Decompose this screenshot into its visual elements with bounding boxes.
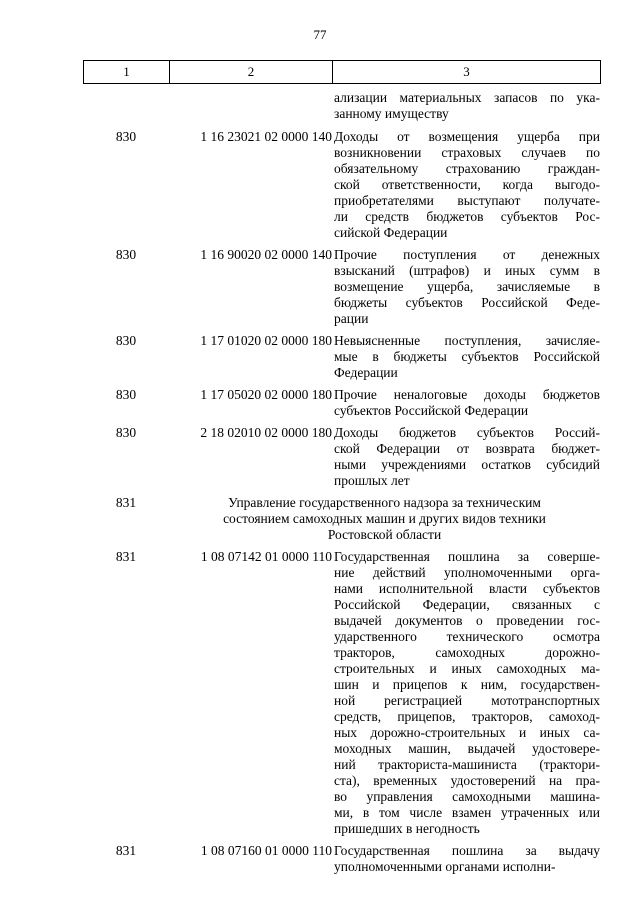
admin-code: 831 <box>115 843 137 858</box>
description-line: шин и прицепов к ним, государствен- <box>334 677 600 692</box>
description-line: уполномоченными органами исполни- <box>334 859 556 874</box>
description-line: ста), временных удостоверений на пра- <box>334 773 600 788</box>
description-line: Невыясненные поступления, зачисляе- <box>334 333 600 348</box>
income-description <box>334 333 600 381</box>
budget-classification-code: 1 16 90020 02 0000 140 <box>200 247 332 262</box>
description-line: рации <box>334 311 369 326</box>
description-line: взысканий (штрафов) и иных сумм в <box>334 263 600 278</box>
description-line: строительных и иных самоходных ма- <box>334 661 600 676</box>
description-line: ской Федерации от возврата бюджет- <box>334 441 600 456</box>
description-line: ными учреждениями остатков субсидий <box>334 457 600 472</box>
income-description <box>334 247 600 327</box>
budget-classification-code: 1 17 01020 02 0000 180 <box>200 333 332 348</box>
description-line: тракторов, самоходных дорожно- <box>334 645 600 660</box>
description-line: возмещение ущерба, зачисляемые в <box>334 279 600 294</box>
budget-classification-code: 2 18 02010 02 0000 180 <box>200 425 332 440</box>
description-line: возникновении страховых случаев по <box>334 145 600 160</box>
description-line: Прочие неналоговые доходы бюджетов <box>334 387 600 402</box>
table-row <box>83 843 600 875</box>
section-heading-line: состоянием самоходных машин и других видов техники <box>223 511 546 526</box>
admin-code: 831 <box>115 495 137 510</box>
description-line: ми, в том числе взамен утраченных или <box>334 805 600 820</box>
description-line: субъектов Российской Федерации <box>334 403 529 418</box>
description-line: прошлых лет <box>334 473 410 488</box>
description-line: Прочие поступления от денежных <box>334 247 600 262</box>
description-line: Доходы от возмещения ущерба при <box>334 129 600 144</box>
description-line: ли средств бюджетов субъектов Рос- <box>334 209 600 224</box>
description-line: занному имуществу <box>334 106 449 121</box>
description-line: моходных машин, выдачей удостовере- <box>334 741 600 756</box>
budget-classification-code: 1 08 07142 01 0000 110 <box>200 549 332 564</box>
description-line: нами исполнительной власти субъектов <box>334 581 600 596</box>
description-line: пришедших в негодность <box>334 821 480 836</box>
description-line: приобретателями выступают получате- <box>334 193 600 208</box>
description-line: Российской Федерации, связанных с <box>334 597 600 612</box>
description-line: Государственная пошлина за соверше- <box>334 549 600 564</box>
description-line: Государственная пошлина за выдачу <box>334 843 600 858</box>
income-description <box>334 387 600 419</box>
description-line: ской ответственности, когда выгодо- <box>334 177 600 192</box>
table-row <box>83 387 600 419</box>
table-row <box>83 333 600 381</box>
income-description <box>334 129 600 241</box>
income-description <box>334 843 600 875</box>
budget-classification-code: 1 17 05020 02 0000 180 <box>200 387 332 402</box>
table-row <box>83 549 600 837</box>
table-row <box>83 129 600 241</box>
budget-classification-code: 1 08 07160 01 0000 110 <box>200 843 332 858</box>
column-header-1: 1 <box>84 61 170 84</box>
admin-code: 830 <box>115 333 137 348</box>
description-line: выдачей документов о проведении гос- <box>334 613 600 628</box>
section-heading-row <box>83 495 600 543</box>
admin-code: 830 <box>115 247 137 262</box>
column-header-3: 3 <box>333 61 601 84</box>
description-line: ние действий уполномоченными орга- <box>334 565 600 580</box>
description-line: во управления самоходными машина- <box>334 789 600 804</box>
description-line: средств, прицепов, тракторов, самоход- <box>334 709 600 724</box>
income-description <box>334 549 600 837</box>
description-line: Федерации <box>334 365 398 380</box>
admin-code: 830 <box>115 129 137 144</box>
description-line: обязательному страхованию граждан- <box>334 161 600 176</box>
page-number: 77 <box>313 27 327 42</box>
description-line: ний тракториста-машиниста (трактори- <box>334 757 600 772</box>
budget-classification-code: 1 16 23021 02 0000 140 <box>200 129 332 144</box>
column-header-table <box>83 60 601 84</box>
table-row <box>83 90 600 122</box>
table-row <box>83 247 600 327</box>
income-description <box>334 90 600 122</box>
table-row <box>83 425 600 489</box>
description-line: ударственного технического осмотра <box>334 629 600 644</box>
section-heading-line: Управление государственного надзора за техническим <box>228 495 541 510</box>
description-line: ной регистрацией мототранспортных <box>334 693 600 708</box>
description-line: Доходы бюджетов субъектов Россий- <box>334 425 600 440</box>
section-heading-line: Ростовской области <box>327 527 442 542</box>
description-line: ализации материальных запасов по ука- <box>334 90 600 105</box>
description-line: сийской Федерации <box>334 225 448 240</box>
description-line: ных дорожно-строительных и иных са- <box>334 725 600 740</box>
admin-code: 830 <box>115 425 137 440</box>
column-header-2: 2 <box>170 61 333 84</box>
description-line: бюджеты субъектов Российской Феде- <box>334 295 600 310</box>
section-heading <box>169 495 600 543</box>
table-body <box>83 84 600 875</box>
income-description <box>334 425 600 489</box>
admin-code: 831 <box>115 549 137 564</box>
admin-code: 830 <box>115 387 137 402</box>
description-line: мые в бюджеты субъектов Российской <box>334 349 600 364</box>
